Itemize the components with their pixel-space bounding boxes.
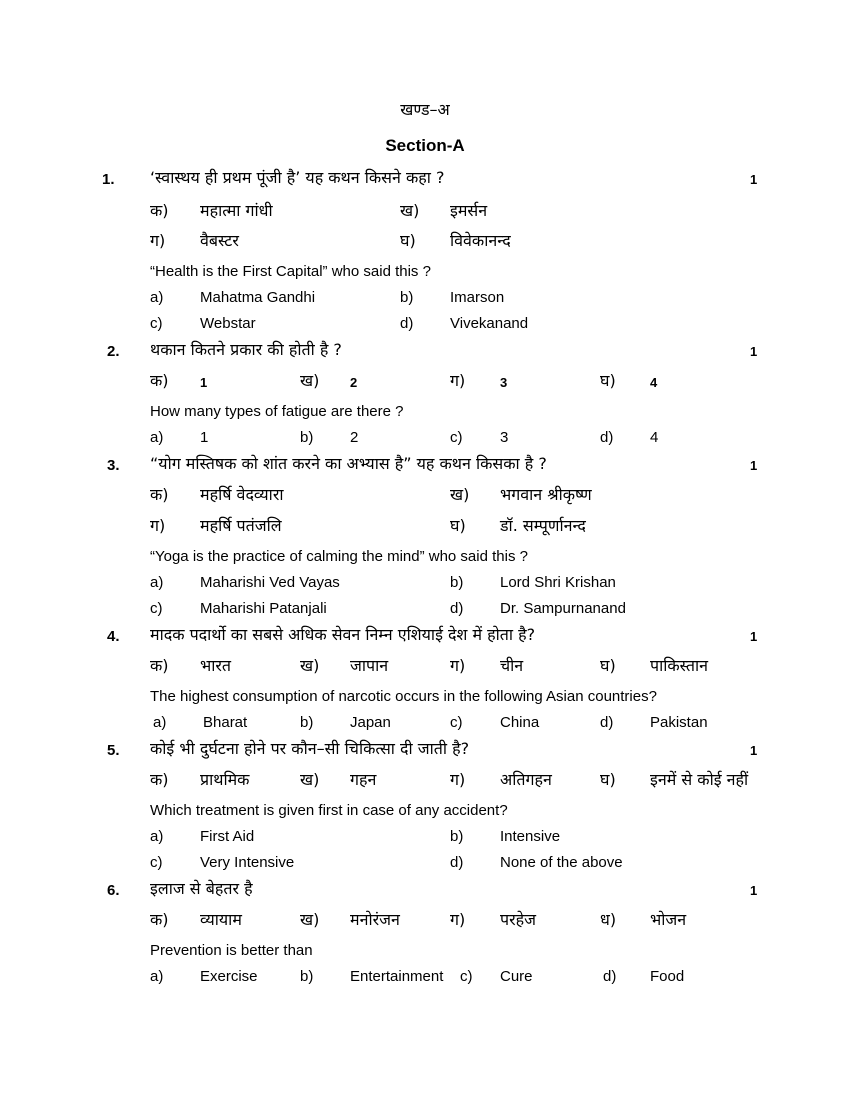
- option-label: क): [150, 201, 169, 220]
- option-label: b): [300, 968, 314, 985]
- option-text-hindi: 3: [500, 375, 508, 390]
- option-text-hindi: गहन: [350, 770, 377, 789]
- section-title-english: Section-A: [385, 136, 465, 155]
- question-number: 2.: [107, 343, 120, 360]
- option-text-hindi: वैबस्टर: [200, 231, 239, 250]
- question-text-english: How many types of fatigue are there ?: [150, 403, 404, 420]
- option-label: c): [150, 854, 163, 871]
- question-text-hindi: मादक पदार्थो का सबसे अधिक सेवन निम्न एशियाई देश में होता है?: [150, 625, 536, 644]
- question-marks: 1: [750, 629, 758, 644]
- option-label: क): [150, 910, 169, 929]
- option-text-english: None of the above: [500, 854, 623, 871]
- option-text-english: Japan: [350, 714, 391, 731]
- option-label: c): [450, 429, 463, 446]
- option-text-english: 3: [500, 429, 509, 446]
- option-text-english: Lord Shri Krishan: [500, 574, 616, 591]
- option-label: घ): [600, 770, 616, 789]
- question-number: 5.: [107, 742, 120, 759]
- option-text-english: Dr. Sampurnanand: [500, 600, 626, 617]
- option-label: ग): [450, 656, 466, 675]
- option-label: d): [600, 429, 614, 446]
- question-text-english: Prevention is better than: [150, 942, 313, 959]
- option-label: ग): [150, 516, 166, 535]
- question-text-english: “Health is the First Capital” who said this ?: [150, 263, 431, 280]
- option-label: d): [603, 968, 617, 985]
- question-marks: 1: [750, 743, 758, 758]
- option-text-english: 4: [650, 429, 659, 446]
- option-text-english: Entertainment: [350, 968, 444, 985]
- option-text-hindi: मनोरंजन: [350, 910, 400, 929]
- option-text-english: Very Intensive: [200, 854, 295, 871]
- question-text-hindi: ‘स्वास्थय ही प्रथम पूंजी है’ यह कथन किसने कहा ?: [150, 168, 445, 187]
- option-label: d): [600, 714, 614, 731]
- option-label: c): [450, 714, 463, 731]
- question-text-hindi: इलाज से बेहतर है: [150, 879, 253, 898]
- option-text-english: Cure: [500, 968, 533, 985]
- question-text-english: “Yoga is the practice of calming the mind” who said this ?: [150, 548, 528, 565]
- option-label: क): [150, 770, 169, 789]
- option-text-english: Mahatma Gandhi: [200, 289, 316, 306]
- option-text-hindi: डॉ. सम्पूर्णानन्द: [500, 516, 586, 535]
- option-label: d): [450, 600, 464, 617]
- option-label: b): [300, 714, 314, 731]
- option-text-hindi: प्राथमिक: [200, 770, 250, 789]
- option-label: a): [150, 574, 164, 591]
- option-label: ग): [450, 770, 466, 789]
- option-text-hindi: विवेकानन्द: [450, 231, 511, 250]
- option-text-hindi: महर्षि पतंजलि: [200, 516, 282, 535]
- option-label: घ): [600, 656, 616, 675]
- option-text-english: Intensive: [500, 828, 561, 845]
- option-label: ख): [450, 485, 470, 504]
- question-number: 1.: [102, 171, 115, 188]
- question-marks: 1: [750, 883, 758, 898]
- option-text-english: Food: [650, 968, 685, 985]
- option-label: c): [460, 968, 473, 985]
- option-text-english: Vivekanand: [450, 315, 529, 332]
- option-text-english: Bharat: [203, 714, 248, 731]
- option-text-hindi: पाकिस्तान: [650, 656, 709, 675]
- option-label: c): [150, 600, 163, 617]
- option-text-hindi: भारत: [200, 656, 232, 675]
- option-label: a): [150, 289, 164, 306]
- option-label: क): [150, 371, 169, 390]
- option-text-english: Maharishi Patanjali: [200, 600, 327, 617]
- question-marks: 1: [750, 172, 758, 187]
- section-title-hindi: खण्ड–अ: [400, 100, 450, 119]
- option-label: ग): [450, 371, 466, 390]
- option-text-english: Maharishi Ved Vayas: [200, 574, 340, 591]
- option-text-english: Pakistan: [650, 714, 708, 731]
- option-text-hindi: महात्मा गांधी: [200, 201, 273, 220]
- question-text-english: Which treatment is given first in case of any accident?: [150, 802, 508, 819]
- option-label: ग): [150, 231, 166, 250]
- option-text-english: Exercise: [200, 968, 258, 985]
- option-label: c): [150, 315, 163, 332]
- option-label: ग): [450, 910, 466, 929]
- question-number: 3.: [107, 457, 120, 474]
- option-label: घ): [450, 516, 466, 535]
- question-text-english: The highest consumption of narcotic occurs in the following Asian countries?: [150, 688, 657, 705]
- option-label: ख): [300, 910, 320, 929]
- option-text-english: Webstar: [200, 315, 256, 332]
- option-text-english: Imarson: [450, 289, 505, 306]
- option-label: क): [150, 656, 169, 675]
- option-text-hindi: इनमें से कोई नहीं: [650, 770, 749, 789]
- option-text-hindi: भोजन: [650, 910, 687, 929]
- option-label: a): [150, 968, 164, 985]
- option-text-hindi: 1: [200, 375, 208, 390]
- option-text-hindi: चीन: [500, 656, 524, 675]
- option-text-hindi: परहेज: [500, 910, 537, 929]
- option-label: ध): [600, 910, 617, 929]
- option-label: ख): [400, 201, 420, 220]
- option-label: d): [400, 315, 414, 332]
- option-text-english: 1: [200, 429, 209, 446]
- question-text-hindi: थकान कितने प्रकार की होती है ?: [150, 340, 342, 359]
- option-label: a): [153, 714, 167, 731]
- option-label: b): [450, 574, 464, 591]
- option-label: घ): [600, 371, 616, 390]
- question-text-hindi: कोई भी दुर्घटना होने पर कौन–सी चिकित्सा दी जाती है?: [150, 739, 470, 758]
- question-number: 6.: [107, 882, 120, 899]
- option-label: b): [450, 828, 464, 845]
- option-text-english: 2: [350, 429, 359, 446]
- option-label: क): [150, 485, 169, 504]
- question-number: 4.: [107, 628, 120, 645]
- option-text-hindi: इमर्सन: [450, 201, 488, 220]
- option-label: ख): [300, 770, 320, 789]
- option-text-hindi: 2: [350, 375, 358, 390]
- option-text-english: China: [500, 714, 540, 731]
- option-label: ख): [300, 371, 320, 390]
- option-text-hindi: भगवान श्रीकृष्ण: [500, 485, 592, 504]
- option-text-hindi: जापान: [350, 656, 389, 675]
- option-label: ख): [300, 656, 320, 675]
- option-text-hindi: अतिगहन: [500, 770, 552, 789]
- question-text-hindi: “योग मस्तिषक को शांत करने का अभ्यास है” यह कथन किसका है ?: [150, 454, 547, 473]
- option-label: घ): [400, 231, 416, 250]
- question-marks: 1: [750, 344, 758, 359]
- option-label: a): [150, 828, 164, 845]
- option-label: a): [150, 429, 164, 446]
- option-label: b): [300, 429, 314, 446]
- option-label: b): [400, 289, 414, 306]
- option-label: d): [450, 854, 464, 871]
- option-text-hindi: व्यायाम: [200, 910, 242, 929]
- option-text-english: First Aid: [200, 828, 255, 845]
- option-text-hindi: महर्षि वेदव्यारा: [200, 485, 284, 504]
- option-text-hindi: 4: [650, 375, 658, 390]
- question-marks: 1: [750, 458, 758, 473]
